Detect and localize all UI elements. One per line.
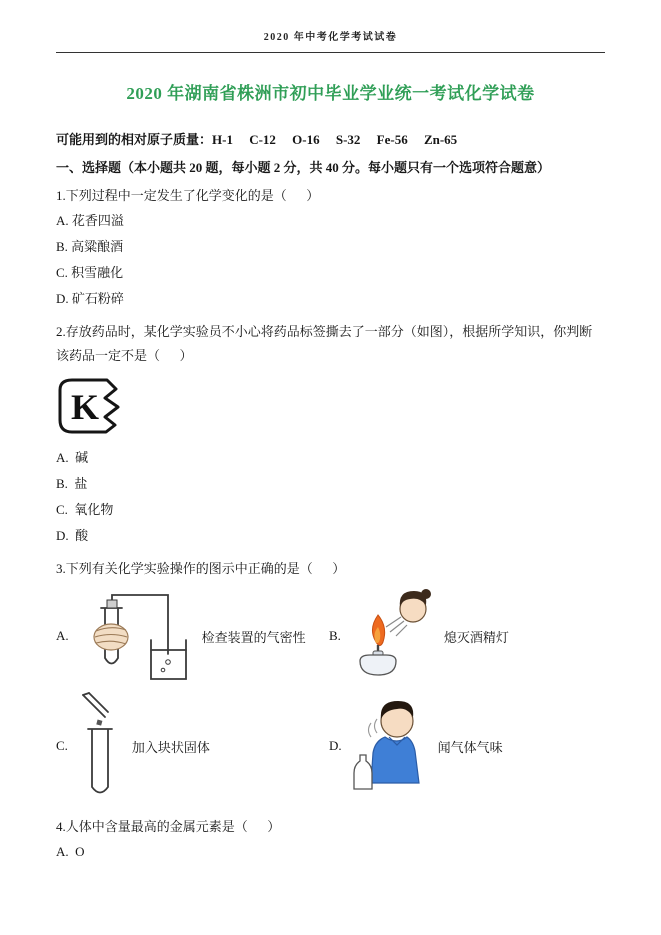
q4-option-a: A. O [56,844,85,859]
q3-option-b [329,587,509,685]
q3-option-d-caption: 闻气体气味 [437,739,503,755]
q3-option-c [56,691,329,801]
doc-header [56,28,605,53]
q3-option-a-label: A. [56,628,69,643]
smell-gas-illustration [351,695,429,797]
q2-option-b: B. 盐 [56,476,88,491]
q3-figure-row-1 [56,587,605,685]
add-solid-to-test-tube-illustration [77,691,123,801]
q4-stem: 4.人体中含量最高的金属元素是（ ） [56,819,281,834]
q2-option-d: D. 酸 [56,528,89,543]
q3-option-c-caption: 加入块状固体 [131,739,210,755]
q1-option-c: C. 积雪融化 [56,265,124,280]
q1-option-a: A. 花香四溢 [56,213,124,228]
q3-option-d-label: D. [329,738,342,753]
q1-option-b: B. 高粱酿酒 [56,239,124,254]
q2-option-c: C. 氧化物 [56,502,114,517]
q3-stem: 3.下列有关化学实验操作的图示中正确的是（ ） [56,561,346,576]
q1-stem: 1.下列过程中一定发生了化学变化的是（ ） [56,188,320,203]
q2-option-a: A. 碱 [56,450,89,465]
q3-option-d [329,695,503,797]
q3-option-b-caption: 熄灭酒精灯 [443,629,509,645]
torn-label-icon [56,376,138,436]
q3-figure-row-2 [56,691,605,801]
section-one-heading: 一、选择题（本小题共 20 题，每小题 2 分，共 40 分。每小题只有一个选项符合题意） [56,160,551,175]
header-divider [56,52,605,53]
q3-option-c-label: C. [56,738,68,753]
q3-option-a [56,590,329,682]
doc-header-title: 2020 年中考化学考试试卷 [263,32,398,43]
q3-option-b-label: B. [329,628,341,643]
q2-stem: 2.存放药品时，某化学实验员不小心将药品标签撕去了一部分（如图），根据所学知识，你判断该药品一定不是（ ） [56,324,593,363]
exam-title: 2020 年湖南省株洲市初中毕业学业统一考试化学试卷 [126,84,535,103]
airtightness-check-illustration [78,590,193,682]
atomic-mass-line: 可能用到的相对原子质量：H-1 C-12 O-16 S-32 Fe-56 Zn-65 [56,132,458,147]
q2-torn-label-figure [56,376,605,441]
q1-option-d: D. 矿石粉碎 [56,291,124,306]
blow-out-alcohol-lamp-illustration [350,587,435,685]
q3-option-a-caption: 检查装置的气密性 [201,629,306,645]
torn-label-letter: K [71,387,100,427]
